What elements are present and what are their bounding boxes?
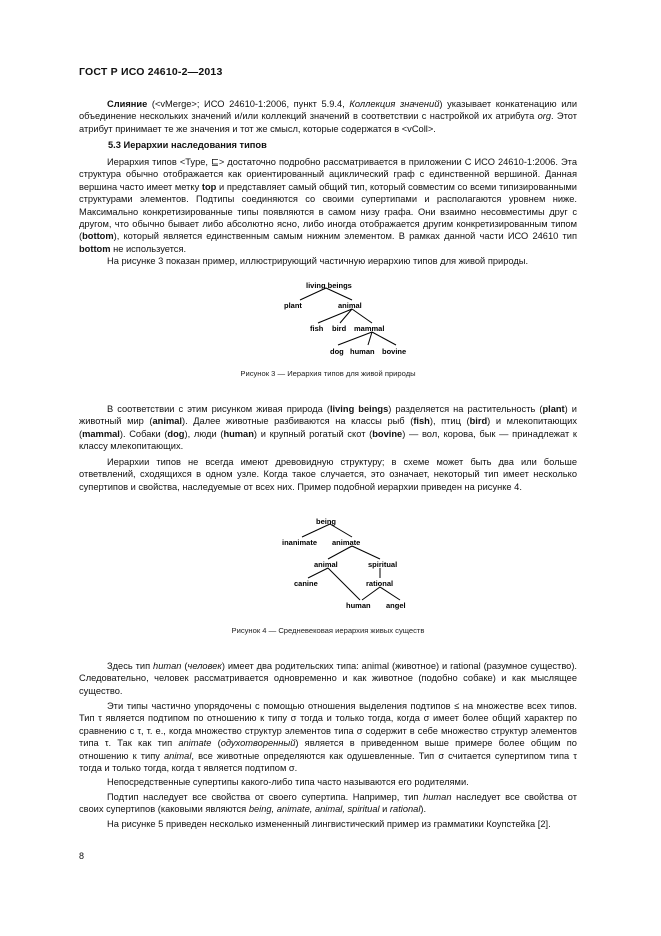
- figure-3-caption: Рисунок 3 — Иерархия типов для живой природы: [240, 369, 416, 378]
- node-animal: animal: [314, 560, 338, 569]
- node-human: human: [350, 347, 375, 356]
- node-fish: fish: [310, 324, 324, 333]
- node-animate: animate: [332, 538, 361, 547]
- paragraph-figure3-explain: В соответствии с этим рисунком живая природа (living beings) разделяется на растительность (plant) и животный мир (animal). Далее животные разбиваются на классы рыб (fish), птиц (bird) и млекопитающих (mammal). Собаки (dog), люди (human) и крупный рогатый скот (bovine) — вол, корова, бык — принадлежат к классу млекопитающих.: [79, 404, 577, 452]
- figure-3-edges: [300, 288, 396, 345]
- paragraph-human-parents: Здесь тип human (человек) имеет два родительских типа: animal (животное) и rational (разумное существо). Следовательно, человек рассматривается одновременно и как животное (подобно собаке) и как мыслящее существо.: [79, 661, 578, 696]
- node-human: human: [346, 601, 371, 610]
- figure-3-tree: [270, 278, 440, 360]
- node-bird: bird: [332, 324, 347, 333]
- paragraph-non-tree: Иерархии типов не всегда имеют древовидную структуру; в схеме может быть два или больше ответвлений, сходящихся в одном узле. Когда такое случается, это означает, некоторый тип имеет несколько супертипов и свойства, наследуемые от всех них. Пример подобной иерархии приведен на рисунке 4.: [79, 457, 577, 492]
- node-bovine: bovine: [382, 347, 407, 356]
- node-inanimate: inanimate: [282, 538, 318, 547]
- page-number: 8: [79, 851, 85, 861]
- node-rational: rational: [366, 579, 394, 588]
- paragraph-figure3-intro: На рисунке 3 показан пример, иллюстрирующий частичную иерархию типов для живой природы.: [107, 256, 529, 266]
- node-animal: animal: [338, 301, 362, 310]
- paragraph-inheritance: Подтип наследует все свойства от своего супертипа. Например, тип human наследует все свойства от своих супертипов (каковыми являются being, animate, animal, spiritual и rational).: [79, 792, 577, 815]
- merge-paragraph: Слияние (<vMerge>; ИСО 24610-1:2006, пункт 5.9.4, Коллекция значений) указывает конкатенацию или объединение нескольких значений и/или коллекций значений в соответствии с настройкой их атрибута org. Этот атрибут принимает те же значения и тот же смысл, которые содержатся в <vColl>.: [79, 99, 578, 134]
- paragraph-hierarchy: Иерархия типов <Type, ⊑> достаточно подробно рассматривается в приложении С ИСО 24610-1:2006. Эта структура обычно отображается как ориентированный ациклический граф с единственной вершиной. Данная вершина часто имеет метку top и представляет самый общий тип, который совместим со всеми типизированными структурами элементов. Подтипы соединяются со своими супертипами и располагаются уровнем ниже. Максимально конкретизированные типы появляются в самом низу графа. Они взаимно несовместимы друг с другом, что обычно бывает либо абсолютно ясно, либо иногда отображается другим конкретизированным типом (bottom), который является единственным самым нижним элементом. В рамках данной части ИСО 24610 тип bottom не используется.: [79, 157, 577, 254]
- node-dog: dog: [330, 347, 344, 356]
- section-title: 5.3 Иерархии наследования типов: [108, 140, 267, 150]
- node-being: being: [316, 517, 336, 526]
- paragraph-subtyping: Эти типы частично упорядочены с помощью отношения выделения подтипов ≤ на множестве всех типов. Тип τ является подтипом по отношению к типу σ тогда и только тогда, когда σ имеет более общий характер по сравнению с τ, т. е., когда множество структур элементов типа σ содержит в себе множество структур элементов типа τ. Так как тип animate (одухотворенный) является в приведенном выше примере более общим по отношению к типу animal, все животные определяются как одушевленные. Тип σ считается супертипом типа τ тогда и только тогда, когда τ является подтипом σ.: [79, 701, 577, 774]
- node-plant: plant: [284, 301, 302, 310]
- figure-4-caption: Рисунок 4 — Средневековая иерархия живых существ: [231, 626, 425, 635]
- document-header: ГОСТ Р ИСО 24610-2—2013: [79, 66, 223, 78]
- paragraph-figure5-intro: На рисунке 5 приведен несколько измененный лингвистический пример из грамматики Коупстейка [2].: [107, 819, 551, 829]
- node-canine: canine: [294, 579, 318, 588]
- node-mammal: mammal: [354, 324, 385, 333]
- node-angel: angel: [386, 601, 406, 610]
- node-living-beings: living beings: [306, 281, 352, 290]
- paragraph-parents: Непосредственные супертипы какого-либо типа часто называются его родителями.: [107, 777, 469, 787]
- node-spiritual: spiritual: [368, 560, 398, 569]
- figure-4-tree: [280, 514, 430, 612]
